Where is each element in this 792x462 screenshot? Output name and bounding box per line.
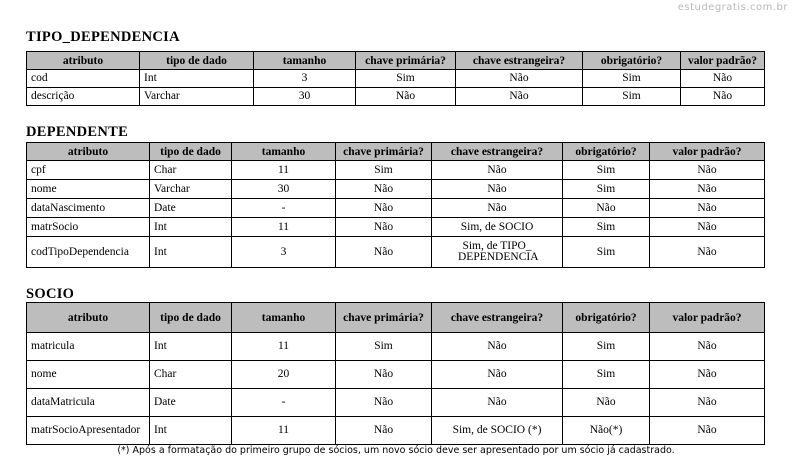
table-row [27,180,765,199]
header-chave-primaria: chave primária? [336,303,432,333]
cell-obrigatorio: Sim [563,333,650,361]
cell-tipo: Int [150,417,232,445]
cell-valor-padrao: Não [650,180,765,199]
cell-tipo: Int [150,237,232,268]
cell-chave-primaria: Sim [336,161,432,180]
table-row [27,218,765,237]
header-tipo-de-dado: tipo de dado [150,303,232,333]
cell-chave-primaria: Não [336,237,432,268]
cell-tipo: Int [150,333,232,361]
cell-atributo: matricula [27,333,150,361]
table-row [27,389,765,417]
cell-tamanho: 30 [232,180,336,199]
cell-tamanho: 3 [254,70,356,88]
table-row [27,161,765,180]
cell-tamanho: 30 [254,88,356,106]
header-chave-primaria: chave primária? [356,52,456,70]
cell-chave-estrangeira: Não [432,180,563,199]
cell-chave-primaria: Não [336,199,432,218]
cell-obrigatorio: Sim [563,180,650,199]
cell-atributo: codTipoDependencia [27,237,150,268]
header-row [27,143,765,161]
cell-obrigatorio: Sim [563,361,650,389]
cell-tipo: Char [150,361,232,389]
cell-chave-estrangeira: Não [456,70,583,88]
cell-atributo: cod [27,70,140,88]
header-chave-estrangeira: chave estrangeira? [456,52,583,70]
header-atributo: atributo [27,143,150,161]
cell-atributo: matrSocioApresentador [27,417,150,445]
header-chave-estrangeira: chave estrangeira? [432,303,563,333]
header-obrigatorio: obrigatório? [583,52,681,70]
cell-chave-estrangeira: Não [432,199,563,218]
cell-tipo: Int [140,70,254,88]
cell-chave-estrangeira: Não [432,333,563,361]
header-chave-primaria: chave primária? [336,143,432,161]
cell-valor-padrao: Não [650,199,765,218]
table-row [27,417,765,445]
table-row [27,237,765,268]
cell-valor-padrao: Não [681,70,765,88]
header-obrigatorio: obrigatório? [563,303,650,333]
header-tipo-de-dado: tipo de dado [150,143,232,161]
table-socio [26,302,765,445]
cell-chave-estrangeira: Sim, de SOCIO (*) [432,417,563,445]
cell-chave-primaria: Não [356,88,456,106]
table-tipo-dependencia [26,51,765,106]
cell-obrigatorio: Não [563,389,650,417]
cell-tamanho: 11 [232,161,336,180]
cell-chave-primaria: Não [336,180,432,199]
watermark: estudegratis.com.br [677,2,788,13]
cell-tamanho: 11 [232,333,336,361]
cell-tamanho: - [232,389,336,417]
cell-obrigatorio: Sim [583,88,681,106]
cell-chave-estrangeira: Não [432,361,563,389]
cell-atributo: dataNascimento [27,199,150,218]
cell-tipo: Date [150,389,232,417]
cell-atributo: nome [27,361,150,389]
cell-chave-estrangeira: Não [456,88,583,106]
cell-tipo: Varchar [150,180,232,199]
header-atributo: atributo [27,52,140,70]
header-atributo: atributo [27,303,150,333]
cell-atributo: nome [27,180,150,199]
cell-tipo: Date [150,199,232,218]
cell-valor-padrao: Não [650,237,765,268]
header-tamanho: tamanho [232,303,336,333]
cell-tipo: Char [150,161,232,180]
table-row [27,333,765,361]
cell-valor-padrao: Não [650,389,765,417]
cell-chave-estrangeira: Sim, de TIPO_ DEPENDENCIA [432,237,563,268]
cell-tamanho: 3 [232,237,336,268]
cell-tipo: Int [150,218,232,237]
cell-chave-primaria: Sim [356,70,456,88]
cell-valor-padrao: Não [650,161,765,180]
cell-chave-primaria: Não [336,389,432,417]
cell-valor-padrao: Não [650,417,765,445]
cell-atributo: descrição [27,88,140,106]
header-valor-padrao: valor padrão? [650,303,765,333]
header-row [27,52,765,70]
table-row [27,199,765,218]
table-row [27,70,765,88]
cell-tamanho: 20 [232,361,336,389]
cell-tamanho: 11 [232,417,336,445]
cell-tamanho: - [232,199,336,218]
cell-valor-padrao: Não [650,333,765,361]
table-title-tipo-dependencia: TIPO_DEPENDENCIA [26,29,180,45]
header-obrigatorio: obrigatório? [563,143,650,161]
cell-valor-padrao: Não [681,88,765,106]
cell-obrigatorio: Não [563,199,650,218]
cell-chave-primaria: Não [336,417,432,445]
cell-obrigatorio: Sim [583,70,681,88]
cell-chave-estrangeira: Não [432,389,563,417]
cell-tamanho: 11 [232,218,336,237]
cell-chave-primaria: Não [336,218,432,237]
cell-atributo: matrSocio [27,218,150,237]
header-chave-estrangeira: chave estrangeira? [432,143,563,161]
cell-chave-estrangeira: Sim, de SOCIO [432,218,563,237]
cell-valor-padrao: Não [650,218,765,237]
cell-tipo: Varchar [140,88,254,106]
header-valor-padrao: valor padrão? [650,143,765,161]
cell-obrigatorio: Sim [563,218,650,237]
header-tamanho: tamanho [254,52,356,70]
table-row [27,361,765,389]
table-row [27,88,765,106]
table-title-dependente: DEPENDENTE [26,124,129,140]
cell-atributo: dataMatricula [27,389,150,417]
cell-valor-padrao: Não [650,361,765,389]
table-dependente [26,142,765,268]
cell-atributo: cpf [27,161,150,180]
table-title-socio: SOCIO [26,286,75,302]
header-valor-padrao: valor padrão? [681,52,765,70]
cell-chave-estrangeira: Não [432,161,563,180]
cell-obrigatorio: Não(*) [563,417,650,445]
footnote: (*) Após a formatação do primeiro grupo de sócios, um novo sócio deve ser apresentado por um sócio já cadastrado. [117,445,675,456]
cell-chave-primaria: Não [336,361,432,389]
header-row [27,303,765,333]
header-tipo-de-dado: tipo de dado [140,52,254,70]
cell-chave-primaria: Sim [336,333,432,361]
cell-obrigatorio: Sim [563,237,650,268]
cell-obrigatorio: Sim [563,161,650,180]
header-tamanho: tamanho [232,143,336,161]
